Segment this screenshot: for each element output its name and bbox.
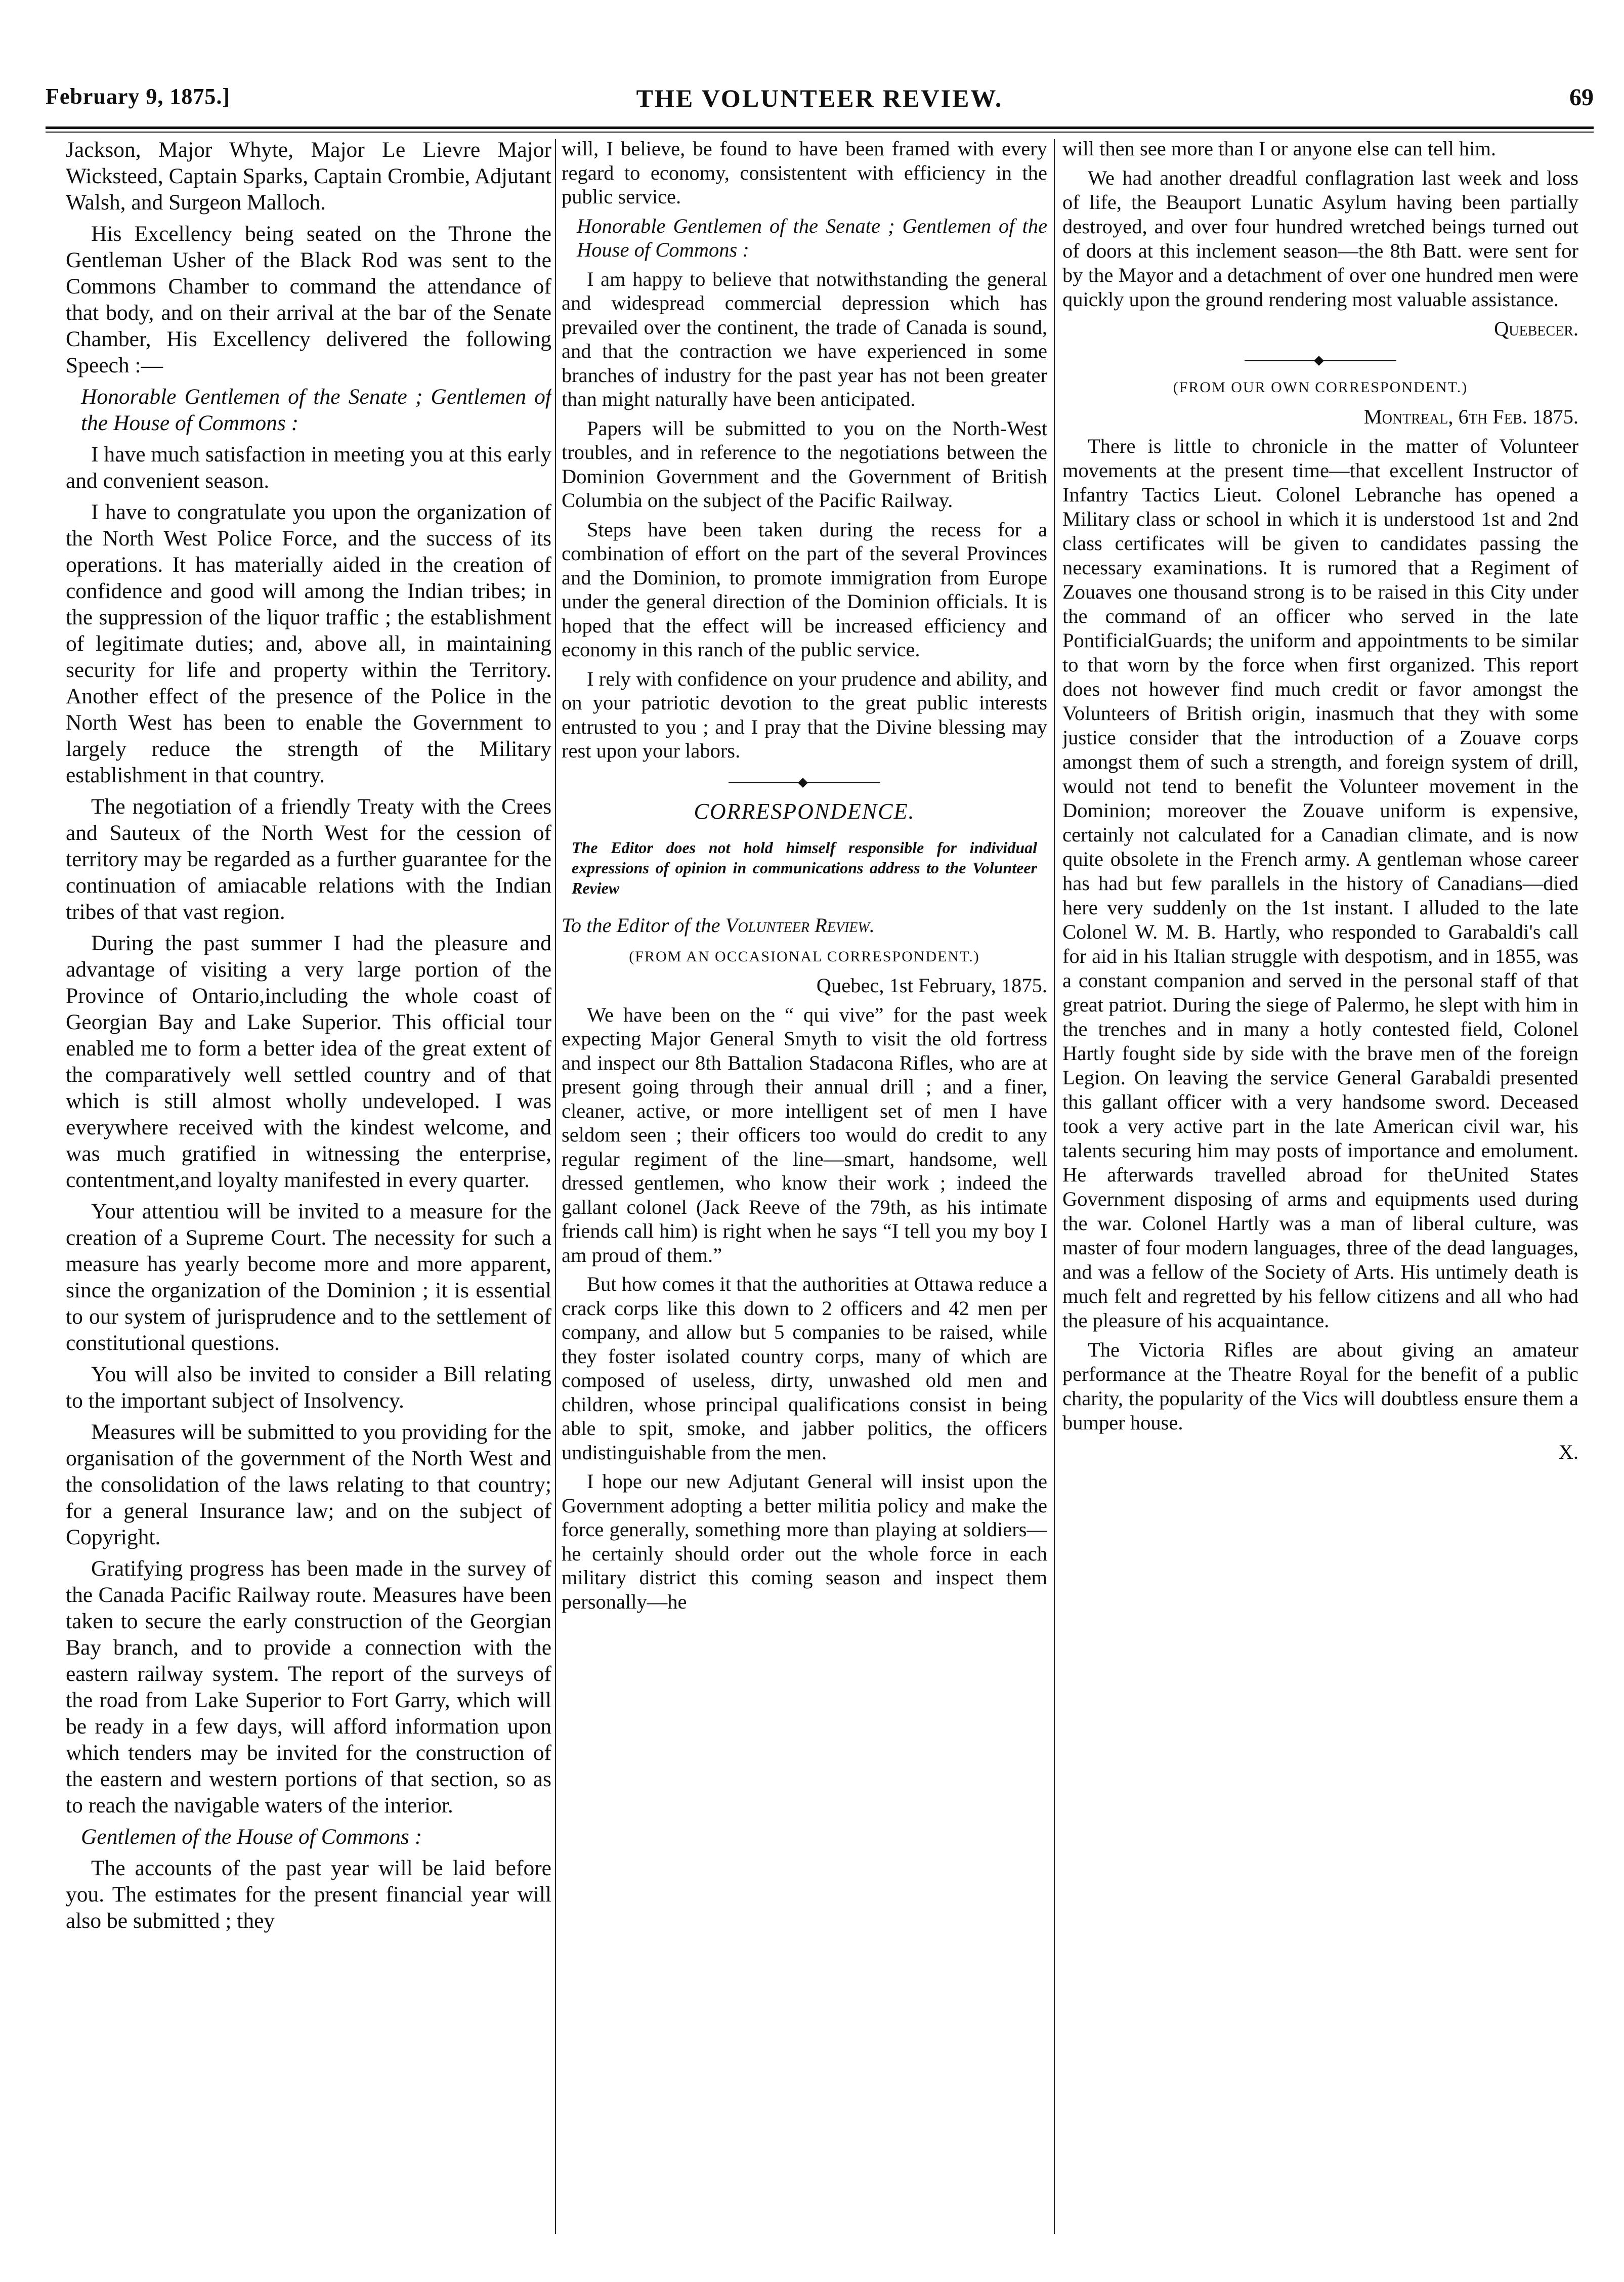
column-divider-1 <box>555 139 556 2234</box>
salutation: Gentlemen of the House of Commons : <box>81 1825 422 1849</box>
paragraph: You will also be invited to consider a Bill relating to the important subject of Insolvency. <box>66 1362 551 1413</box>
column-divider-2 <box>1054 139 1055 2234</box>
paragraph: Papers will be submitted to you on the North-West troubles, and in reference to the negotiations between the Dominion Government and the Government of British Columbia on the subject of the Pacific Railway. <box>562 416 1047 512</box>
paragraph: I rely with confidence on your prudence and ability, and on your patriotic devotion to the great public interests entrusted to you ; and I pray that the Divine blessing may rest upon your labors. <box>562 667 1047 762</box>
paragraph: I have to congratulate you upon the organization of the North West Police Force, and the success of its operations. It has materially aided in the creation of confidence and good will among the Indian tribes; in the suppression of the liquor traffic ; the establishment of legitimate duties; and, above all, in maintaining security for life and property within the Territory. Another effect of the presence of the Police in the North West has been to enable the Government to largely reduce the strength of the Military establishment in that country. <box>66 500 551 787</box>
signature: Quebecer. <box>1494 317 1578 340</box>
paragraph: We have been on the “ qui vive” for the past week expecting Major General Smyth to visit the old fortress and inspect our 8th Battalion Stadacona Rifles, who are at present going through their annual drill ; and a finer, cleaner, active, or more intelligent set of men I have seldom seen ; their officers too would do credit to any regular regiment of the line—smart, handsome, well dressed gentlemen, who know their work ; indeed the gallant colonel (Jack Reeve of the 79th, as his intimate friends call him) is right when he says “I tell you my boy I am proud of them.” <box>562 1003 1047 1266</box>
masthead-title: THE VOLUNTEER REVIEW. <box>636 84 1003 112</box>
paragraph: I am happy to believe that notwithstanding the general and widespread commercial depression which has prevailed over the continent, the trade of Canada is sound, and that the contraction we have experienced in some branches of industry for the past year has not been greater than might naturally have been anticipated. <box>562 267 1047 410</box>
address-name: Volunteer Review. <box>725 914 875 937</box>
salutation: Honorable Gentlemen of the Senate ; Gentlemen of the House of Commons : <box>577 214 1047 261</box>
page-header <box>46 83 1594 129</box>
paragraph: Jackson, Major Whyte, Major Le Lievre Major Wicksteed, Captain Sparks, Captain Crombie, Adjutant Walsh, and Surgeon Malloch. <box>66 138 551 215</box>
paragraph: We had another dreadful conflagration last week and loss of life, the Beauport Lunatic Asylum having been partially destroyed, and over four hundred wretched beings turned out of doors at this inclement season—the 8th Batt. were sent for by the Mayor and a detachment of over one hundred men were quickly upon the ground rendering most valuable assistance. <box>1062 166 1578 311</box>
header-rule <box>46 126 1594 129</box>
salutation: Honorable Gentlemen of the Senate ; Gentlemen of the House of Commons : <box>81 385 551 435</box>
paragraph: Gratifying progress has been made in the survey of the Canada Pacific Railway route. Measures have been taken to secure the early construction of the Georgian Bay branch, and to provide a connection with the eastern railway system. The report of the surveys of the road from Lake Superior to Fort Garry, which will be ready in a few days, will afford information upon which tenders may be invited for the construction of the eastern and western portions of that section, so as to reach the navigable waters of the interior. <box>66 1556 551 1818</box>
column-2 <box>562 137 1047 2242</box>
column-3 <box>1062 137 1578 2242</box>
header-rule-thin <box>46 132 1594 133</box>
paragraph: His Excellency being seated on the Throne the Gentleman Usher of the Black Rod was sent to the Commons Chamber to command the attendance of that body, and on their arrival at the bar of the Senate Chamber, His Excellency delivered the following Speech :— <box>66 222 551 377</box>
editor-disclaimer: The Editor does not hold himself responsible for individual expressions of opinion in communications address to the Volunteer Review <box>572 838 1037 897</box>
letter-address <box>562 913 1047 938</box>
paragraph: During the past summer I had the pleasure and advantage of visiting a very large portion of the Province of Ontario,including the whole coast of Georgian Bay and Lake Superior. This official tour enabled me to form a better idea of the great extent of the comparatively well settled country and of that which is still almost wholly undeveloped. I was everywhere received with the kindest welcome, and was much gratified in witnessing the enterprise, contentment,and loyalty manifested in every quarter. <box>66 931 551 1192</box>
paragraph: There is little to chronicle in the matter of Volunteer movements at the present time—that excellent Instructor of Infantry Tactics Lieut. Colonel Lebranche has opened a Military class or school in which it is understood 1st and 2nd class certificates will be given to candidates passing the necessary examinations. It is rumored that a Regiment of Zouaves one thousand strong is to be raised in this City under the command of an officer who served in the late PontificialGuards; the uniform and appointments to be similar to that worn by the force when first organized. This report does not however find much credit or favor amongst the Volunteers of British origin, inasmuch that they with some justice consider that the introduction of a Zouave corps amongst them of such a strength, and foreign system of drill, would not tend to benefit the Volunteer movement in the Dominion; moreover the Zouave uniform is expensive, certainly not calculated for a Canadian climate, and is now quite obsolete in the French army. A gentleman whose career has had but few parallels in the history of Canadians—died here very suddenly on the 1st instant. I alluded to the late Colonel W. M. B. Hartly, who responded to Garabaldi's call for aid in his Italian struggle with despotism, and in 1855, was a constant companion and served in the personal staff of that great patriot. During the siege of Palermo, he slept with him in the trenches and in many a hotly contested field, Colonel Hartly fought side by side with the brave men of the foreign Legion. On leaving the service General Garabaldi presented this gallant officer with a very handsome sword. Deceased took a very active part in the late American civil war, his talents securing him may posts of importance and emolument. He afterwards travelled abroad for theUnited States Government disposing of arms and equipments used during the war. Colonel Hartly was a man of liberal culture, was master of four modern languages, three of the dead languages, and was a fellow of the Society of Arts. His untimely death is much felt and regretted by his fellow citizens and all who had the pleasure of his acquaintance. <box>1062 435 1578 1332</box>
section-ornament <box>729 780 880 784</box>
dateline: Montreal, 6th Feb. 1875. <box>1363 405 1578 428</box>
paragraph: I hope our new Adjutant General will insist upon the Government adopting a better militia policy and make the force generally, something more than playing at soldiers—he certainly should order out the whole force in each military district this coming season and inspect them personally—he <box>562 1470 1047 1613</box>
paragraph: I have much satisfaction in meeting you at this early and convenient season. <box>66 442 551 493</box>
paragraph: Your attentiou will be invited to a measure for the creation of a Supreme Court. The necessity for such a measure has yearly become more and more apparent, since the organization of the Dominion ; it is essential to our system of jurisprudence and to the settlement of constitutional questions. <box>66 1199 551 1355</box>
paragraph: Steps have been taken during the recess for a combination of effort on the part of the several Provinces and the Dominion, to promote immigration from Europe under the general direction of the Dominion officials. It is hoped that the effect will be increased efficiency and economy in this ranch of the public service. <box>562 518 1047 661</box>
paragraph: But how comes it that the authorities at Ottawa reduce a crack corps like this down to 2 officers and 42 men per company, and allow but 5 companies to be raised, while they foster isolated country corps, many of which are composed of useless, dirty, unwashed old men and children, whose principal qualifications consist in being able to spit, smoke, and jabber politics, the officers undistinguishable from the men. <box>562 1273 1047 1464</box>
signature: X. <box>1558 1441 1578 1463</box>
paragraph: Measures will be submitted to you providing for the organisation of the government of the North West and the consolidation of the laws relating to that country; for a general Insurance law; and on the subject of Copyright. <box>66 1420 551 1549</box>
section-heading: CORRESPONDENCE. <box>694 798 915 824</box>
issue-date: February 9, 1875.] <box>46 84 231 109</box>
page-number: 69 <box>1569 84 1594 111</box>
dateline: Quebec, 1st February, 1875. <box>816 974 1047 997</box>
address-prefix: To the Editor of the <box>562 914 720 937</box>
column-1 <box>66 137 551 2242</box>
paragraph: will, I believe, be found to have been framed with every regard to economy, consistentent with efficiency in the public service. <box>562 137 1047 208</box>
paragraph: The negotiation of a friendly Treaty with the Crees and Sauteux of the North West for the cession of territory may be regarded as a further guarantee for the continuation of amiacable relations with the Indian tribes of that vast region. <box>66 794 551 924</box>
paragraph: The Victoria Rifles are about giving an amateur performance at the Theatre Royal for the benefit of a public charity, the popularity of the Vics will doubtless ensure them a bumper house. <box>1062 1338 1578 1434</box>
correspondent-line: (FROM OUR OWN CORRESPONDENT.) <box>1173 379 1468 396</box>
correspondent-line: (FROM AN OCCASIONAL CORRESPONDENT.) <box>629 948 980 965</box>
paragraph: will then see more than I or anyone else can tell him. <box>1062 137 1496 160</box>
paragraph: The accounts of the past year will be laid before you. The estimates for the present financial year will also be submitted ; they <box>66 1856 551 1933</box>
section-ornament <box>1245 358 1396 362</box>
